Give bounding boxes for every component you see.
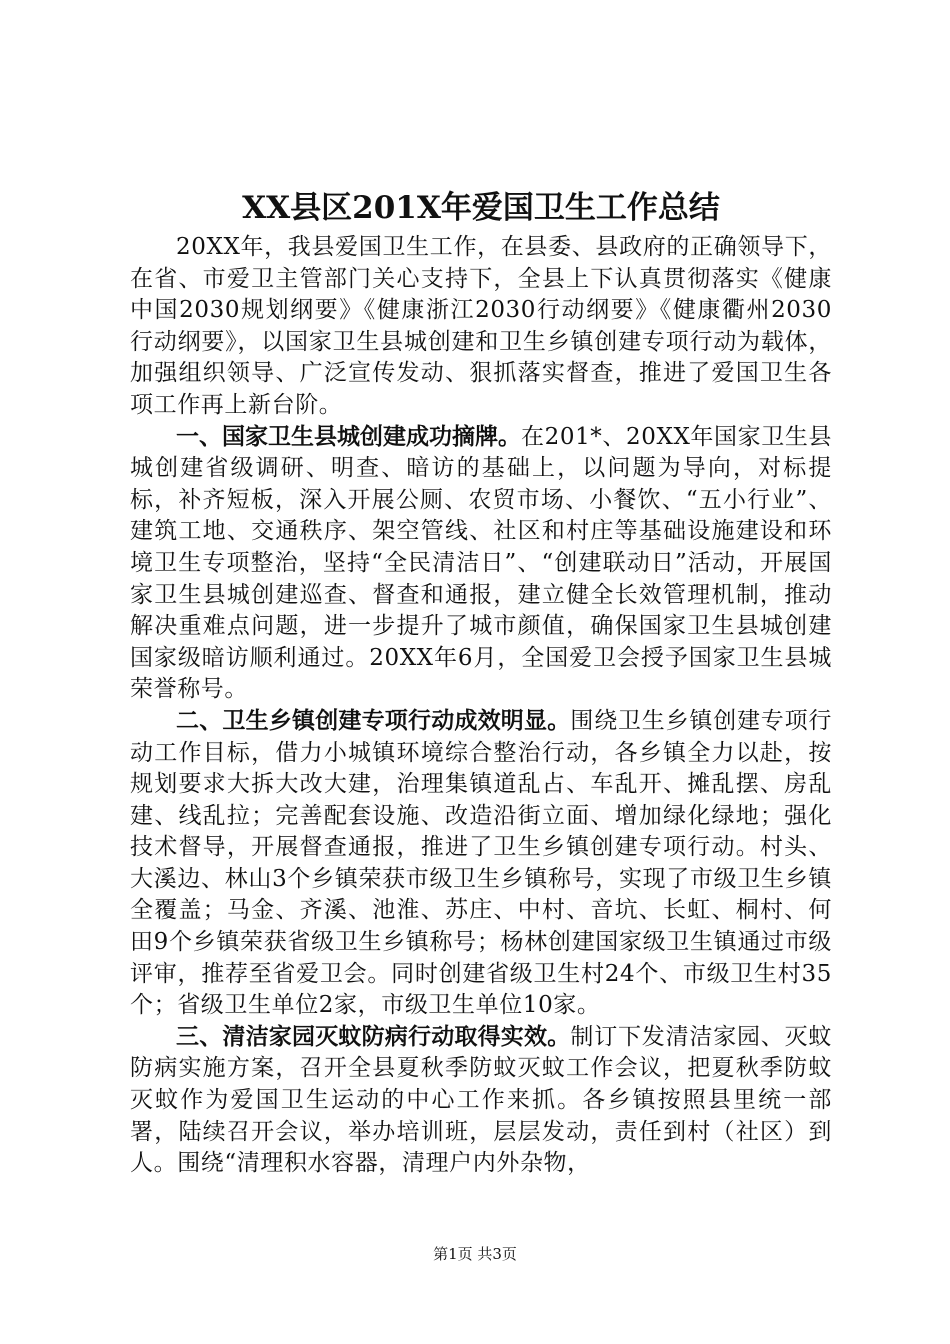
document-title: XX县区201X年爱国卫生工作总结 xyxy=(242,190,720,226)
section-3-paragraph xyxy=(130,1022,832,1180)
section-3-body: 制订下发清洁家园、灭蚊防病实施方案，召开全县夏秋季防蚊灭蚊工作会议，把夏秋季防蚊灭蚊作为爱国卫生运动的中心工作来抓。各乡镇按照县里统一部署，陆续召开会议，举办培训班，层层发动，责任到村（社区）到人。围绕“清理积水容器，清理户内外杂物， xyxy=(130,1023,833,1177)
section-1-heading: 一、国家卫生县城创建成功摘牌。 xyxy=(176,423,521,450)
section-1-body: 在201*、20XX年国家卫生县城创建省级调研、明查、暗访的基础上，以问题为导向，对标提标，补齐短板，深入开展公厕、农贸市场、小餐饮、“五小行业”、建筑工地、交通秩序、架空管线、社区和村庄等基础设施建设和环境卫生专项整治，坚持“全民清洁日”、“创建联动日”活动，开展国家卫生县城创建巡查、督查和通报，建立健全长效管理机制，推动解决重难点问题，进一步提升了城市颜值，确保国家卫生县城创建国家级暗访顺利通过。20XX年6月，全国爱卫会授予国家卫生县城荣誉称号。 xyxy=(130,423,833,703)
section-2-body: 围绕卫生乡镇创建专项行动工作目标，借力小城镇环境综合整治行动，各乡镇全力以赴，按规划要求大拆大改大建，治理集镇道乱占、车乱开、摊乱摆、房乱建、线乱拉；完善配套设施、改造沿街立面、增加绿化绿地；强化技术督导，开展督查通报，推进了卫生乡镇创建专项行动。村头、大溪边、林山3个乡镇荣获市级卫生乡镇称号，实现了市级卫生乡镇全覆盖；马金、齐溪、池淮、苏庄、中村、音坑、长虹、桐村、何田9个乡镇荣获省级卫生乡镇称号；杨林创建国家级卫生镇通过市级评审，推荐至省爱卫会。同时创建省级卫生村24个、市级卫生村35个；省级卫生单位2家，市级卫生单位10家。 xyxy=(130,707,833,1019)
section-2-heading: 二、卫生乡镇创建专项行动成效明显。 xyxy=(176,707,571,734)
document-page xyxy=(130,186,832,1180)
page-footer: 第1页 共3页 xyxy=(433,1245,517,1263)
intro-paragraph: 20XX年，我县爱国卫生工作，在县委、县政府的正确领导下，在省、市爱卫主管部门关心支持下，全县上下认真贯彻落实《健康中国2030规划纲要》《健康浙江2030行动纲要》《健康衢州2030行动纲要》，以国家卫生县城创建和卫生乡镇创建专项行动为载体，加强组织领导、广泛宣传发动、狠抓落实督查，推进了爱国卫生各项工作再上新台阶。 xyxy=(130,234,832,418)
section-1-paragraph xyxy=(130,422,832,706)
section-2-paragraph xyxy=(130,706,832,1022)
section-3-heading: 三、清洁家园灭蚊防病行动取得实效。 xyxy=(176,1023,571,1050)
